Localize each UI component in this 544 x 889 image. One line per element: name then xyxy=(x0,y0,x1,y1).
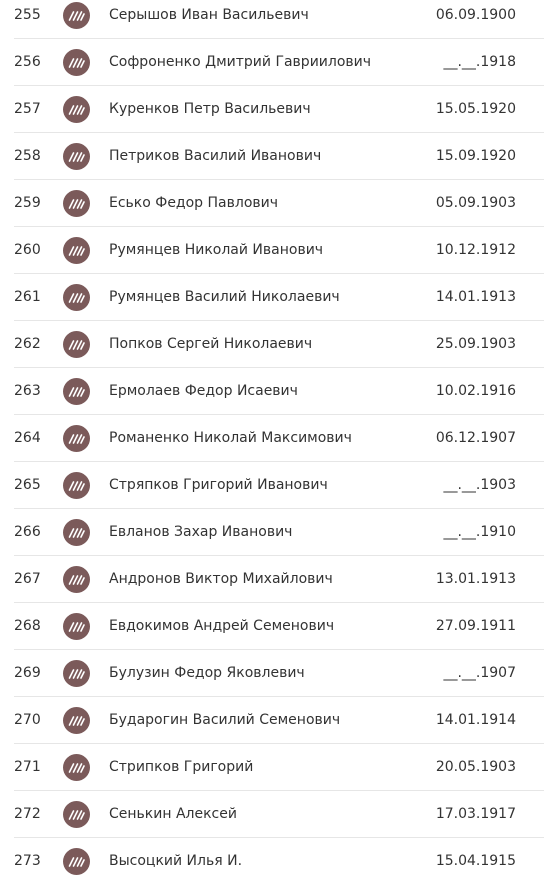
list-item[interactable] xyxy=(14,274,544,321)
list-item[interactable] xyxy=(14,556,544,603)
row-number: 262 xyxy=(14,336,41,352)
list-item[interactable] xyxy=(14,603,544,650)
person-name[interactable]: Бударогин Василий Семенович xyxy=(109,712,341,728)
stripes-logo-icon[interactable] xyxy=(63,801,90,828)
stripes-logo-icon[interactable] xyxy=(63,96,90,123)
person-name[interactable]: Высоцкий Илья И. xyxy=(109,853,243,869)
row-number: 265 xyxy=(14,477,41,493)
row-number: 256 xyxy=(14,54,41,70)
person-name[interactable]: Есько Федор Павлович xyxy=(109,195,279,211)
person-name[interactable]: Куренков Петр Васильевич xyxy=(109,101,311,117)
birth-date: 14.01.1913 xyxy=(435,289,516,305)
birth-date: __.__.1918 xyxy=(443,54,516,70)
list-item[interactable] xyxy=(14,133,544,180)
stripes-logo-icon[interactable] xyxy=(63,378,90,405)
stripes-logo-icon[interactable] xyxy=(63,660,90,687)
row-number: 269 xyxy=(14,665,41,681)
person-name[interactable]: Стрипков Григорий xyxy=(109,759,254,775)
row-number: 267 xyxy=(14,571,41,587)
row-number: 268 xyxy=(14,618,41,634)
birth-date: 17.03.1917 xyxy=(435,806,516,822)
stripes-logo-icon[interactable] xyxy=(63,331,90,358)
list-item[interactable] xyxy=(14,791,544,838)
person-name[interactable]: Румянцев Василий Николаевич xyxy=(109,289,340,305)
row-number: 266 xyxy=(14,524,41,540)
person-name[interactable]: Романенко Николай Максимович xyxy=(109,430,352,446)
stripes-logo-icon[interactable] xyxy=(63,143,90,170)
stripes-logo-icon[interactable] xyxy=(63,472,90,499)
list-item[interactable] xyxy=(14,86,544,133)
row-number: 258 xyxy=(14,148,41,164)
row-number: 270 xyxy=(14,712,41,728)
row-number: 259 xyxy=(14,195,41,211)
person-name[interactable]: Андронов Виктор Михайлович xyxy=(109,571,333,587)
birth-date: 05.09.1903 xyxy=(435,195,516,211)
list-item[interactable] xyxy=(14,462,544,509)
list-item[interactable] xyxy=(14,838,544,885)
birth-date: 13.01.1913 xyxy=(435,571,516,587)
stripes-logo-icon[interactable] xyxy=(63,707,90,734)
birth-date: __.__.1903 xyxy=(443,477,516,493)
person-name[interactable]: Евланов Захар Иванович xyxy=(109,524,293,540)
birth-date: 14.01.1914 xyxy=(435,712,516,728)
stripes-logo-icon[interactable] xyxy=(63,190,90,217)
birth-date: 25.09.1903 xyxy=(435,336,516,352)
list-item[interactable] xyxy=(14,697,544,744)
birth-date: __.__.1907 xyxy=(443,665,516,681)
birth-date: 15.09.1920 xyxy=(435,148,516,164)
list-item[interactable] xyxy=(14,509,544,556)
birth-date: 15.05.1920 xyxy=(435,101,516,117)
stripes-logo-icon[interactable] xyxy=(63,49,90,76)
stripes-logo-icon[interactable] xyxy=(63,284,90,311)
row-number: 273 xyxy=(14,853,41,869)
birth-date: 27.09.1911 xyxy=(435,618,516,634)
list-item[interactable] xyxy=(14,415,544,462)
person-name[interactable]: Софроненко Дмитрий Гавриилович xyxy=(109,54,372,70)
person-name[interactable]: Ермолаев Федор Исаевич xyxy=(109,383,298,399)
person-name[interactable]: Серышов Иван Васильевич xyxy=(109,7,309,23)
stripes-logo-icon[interactable] xyxy=(63,613,90,640)
stripes-logo-icon[interactable] xyxy=(63,237,90,264)
list-item[interactable] xyxy=(14,650,544,697)
stripes-logo-icon[interactable] xyxy=(63,848,90,875)
row-number: 260 xyxy=(14,242,41,258)
row-number: 257 xyxy=(14,101,41,117)
row-number: 264 xyxy=(14,430,41,446)
list-item[interactable] xyxy=(14,227,544,274)
stripes-logo-icon[interactable] xyxy=(63,754,90,781)
birth-date: 15.04.1915 xyxy=(435,853,516,869)
birth-date: 20.05.1903 xyxy=(435,759,516,775)
list-item[interactable] xyxy=(14,0,544,39)
person-name[interactable]: Сенькин Алексей xyxy=(109,806,237,822)
row-number: 263 xyxy=(14,383,41,399)
person-name[interactable]: Стряпков Григорий Иванович xyxy=(109,477,328,493)
birth-date: 06.09.1900 xyxy=(435,7,516,23)
person-name[interactable]: Булузин Федор Яковлевич xyxy=(109,665,305,681)
person-name[interactable]: Евдокимов Андрей Семенович xyxy=(109,618,335,634)
list-item[interactable] xyxy=(14,39,544,86)
stripes-logo-icon[interactable] xyxy=(63,519,90,546)
stripes-logo-icon[interactable] xyxy=(63,566,90,593)
row-number: 272 xyxy=(14,806,41,822)
person-name[interactable]: Румянцев Николай Иванович xyxy=(109,242,324,258)
birth-date: 10.12.1912 xyxy=(435,242,516,258)
list-item[interactable] xyxy=(14,744,544,791)
row-number: 261 xyxy=(14,289,41,305)
list-item[interactable] xyxy=(14,180,544,227)
birth-date: 10.02.1916 xyxy=(435,383,516,399)
person-name[interactable]: Попков Сергей Николаевич xyxy=(109,336,313,352)
list-item[interactable] xyxy=(14,321,544,368)
row-number: 271 xyxy=(14,759,41,775)
row-number: 255 xyxy=(14,7,41,23)
stripes-logo-icon[interactable] xyxy=(63,425,90,452)
person-name[interactable]: Петриков Василий Иванович xyxy=(109,148,322,164)
birth-date: __.__.1910 xyxy=(443,524,516,540)
stripes-logo-icon[interactable] xyxy=(63,2,90,29)
birth-date: 06.12.1907 xyxy=(435,430,516,446)
list-item[interactable] xyxy=(14,368,544,415)
